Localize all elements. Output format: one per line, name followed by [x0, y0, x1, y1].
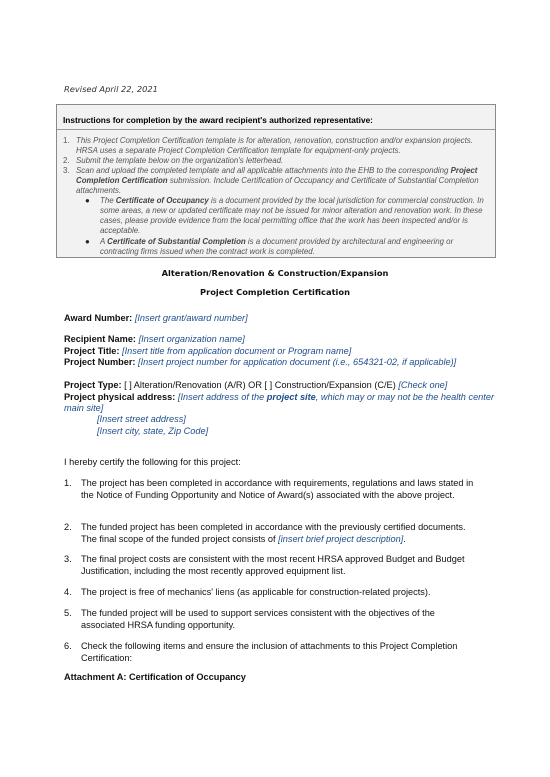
- project-title-label: Project Title:: [64, 345, 120, 356]
- instruction-number: 1.: [63, 136, 70, 145]
- cert-number: 2.: [64, 522, 72, 532]
- project-address-label: Project physical address:: [64, 391, 176, 402]
- project-type-line: [64, 380, 494, 392]
- project-site-bold: project site: [266, 391, 316, 402]
- street-address-line: [97, 414, 477, 426]
- instruction-bold: Project Completion Certification: [76, 166, 478, 185]
- revised-date: Revised April 22, 2021: [64, 84, 158, 94]
- instruction-item: [63, 166, 487, 196]
- cert-item: [64, 587, 474, 599]
- instructions-divider: [57, 129, 495, 130]
- street-address-placeholder[interactable]: [Insert street address]: [97, 414, 186, 424]
- award-number-line: [64, 313, 494, 325]
- project-type-options[interactable]: [ ] Alteration/Renovation (A/R) OR [ ] Construction/Expansion (C/E): [124, 380, 396, 390]
- instruction-text: Submit the template below on the organization's letterhead.: [76, 156, 284, 165]
- city-state-zip-line: [97, 426, 477, 438]
- instruction-number: 3.: [63, 166, 70, 175]
- project-number-line: [64, 357, 494, 369]
- cert-text: The funded project will be used to support services consistent with the objectives of the associated HRSA funding opportunity.: [81, 608, 435, 630]
- instruction-number: 2.: [63, 156, 70, 165]
- cert-item: [64, 554, 474, 577]
- project-type-placeholder: [Check one]: [398, 380, 448, 390]
- document-subheading: Project Completion Certification: [200, 287, 350, 297]
- project-title-placeholder[interactable]: [Insert title from application document or Program name]: [122, 345, 352, 356]
- instructions-title: Instructions for completion by the award recipient's authorized representative:: [63, 115, 373, 125]
- cert-number: 4.: [64, 587, 72, 597]
- cert-item: [64, 478, 474, 501]
- cert-text: The funded project has been completed in accordance with the previously certified documents. The final scope of the funded project consists of [insert brief project description].: [81, 522, 466, 544]
- cert-number: 6.: [64, 641, 72, 651]
- cert-number: 3.: [64, 554, 72, 564]
- instructions-box: [56, 104, 496, 258]
- award-number-placeholder[interactable]: [Insert grant/award number]: [134, 313, 248, 323]
- bullet-text: A Certificate of Substantial Completion is a document provided by architectural and engineering or contracting firms issued when the contract work is completed.: [100, 237, 454, 256]
- document-heading: Alteration/Renovation & Construction/Expansion: [161, 268, 389, 278]
- certify-intro: I hereby certify the following for this project:: [64, 457, 241, 467]
- project-title-line: [64, 346, 494, 358]
- instruction-bullet: [85, 196, 487, 236]
- cert-text: The project has been completed in accordance with requirements, regulations and laws stated in the Notice of Funding Opportunity and Notice of Award(s) associated with the above project.: [81, 478, 474, 500]
- cert-text: Check the following items and ensure the inclusion of attachments to this Project Completion Certification:: [81, 641, 458, 663]
- recipient-name-placeholder[interactable]: [Insert organization name]: [138, 334, 245, 344]
- bullet-icon: ●: [85, 237, 90, 246]
- award-number-label: Award Number:: [64, 313, 133, 323]
- cert-item: [64, 608, 474, 631]
- bullet-bold: Certificate of Substantial Completion: [107, 237, 246, 246]
- bullet-bold: Certificate of Occupancy: [115, 196, 209, 205]
- cert-text: The final project costs are consistent with the most recent HRSA approved Budget and Budget Justification, including the most recently approved equipment list.: [81, 554, 465, 576]
- cert-item: [64, 641, 474, 664]
- recipient-name-label: Recipient Name:: [64, 334, 136, 344]
- cert-number: 1.: [64, 478, 72, 488]
- project-number-placeholder[interactable]: [Insert project number for application document (i.e., 654321-02, if applicable)]: [138, 357, 457, 367]
- project-address-placeholder[interactable]: [Insert address of the project site, which may or may not be the health center main site]: [64, 391, 495, 413]
- bullet-icon: ●: [85, 196, 90, 205]
- project-number-label: Project Number:: [64, 357, 136, 367]
- attachment-a-heading: Attachment A: Certification of Occupancy: [64, 672, 246, 682]
- city-state-zip-placeholder[interactable]: [Insert city, state, Zip Code]: [97, 425, 209, 436]
- instruction-text: This Project Completion Certification template is for alteration, renovation, construction and/or expansion projects. HRSA uses a separate Project Completion Certification template for equipment-only projects.: [76, 136, 473, 155]
- project-address-line: [64, 392, 494, 415]
- cert-text: The project is free of mechanics' liens (as applicable for construction-related projects).: [81, 587, 431, 597]
- instruction-text: Scan and upload the completed template and all applicable attachments into the EHB to the corresponding Project Completion Certification submission. Include Certification of Occupancy and Certificate of Substantial Completion attachments.: [76, 166, 479, 195]
- instruction-item: [63, 136, 487, 156]
- instruction-bullet: [85, 237, 487, 257]
- cert-item: [64, 522, 474, 545]
- recipient-name-line: [64, 334, 494, 346]
- project-type-label: Project Type:: [64, 380, 122, 390]
- bullet-text: The Certificate of Occupancy is a document provided by the local jurisdiction for commercial construction. In some areas, a new or updated certificate may not be issued for minor alteration and renovation work. In these cases, please provide evidence from the local permitting office that the work has been inspected and/or is acceptable.: [100, 196, 484, 235]
- project-description-placeholder[interactable]: [insert brief project description]: [278, 533, 404, 544]
- instruction-item: [63, 156, 487, 166]
- cert-number: 5.: [64, 608, 72, 618]
